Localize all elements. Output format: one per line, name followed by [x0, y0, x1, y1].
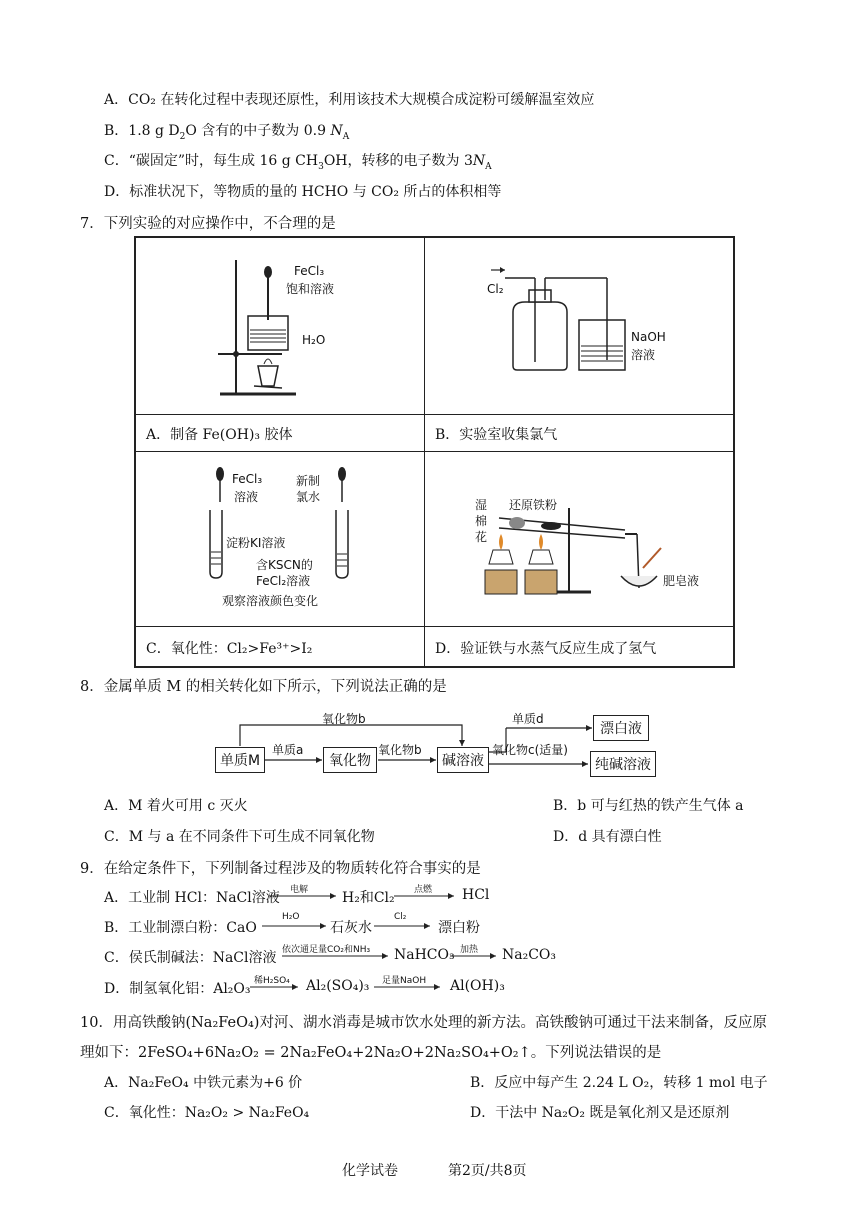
label-cl2: Cl₂	[487, 282, 504, 296]
q9-option-c: C．侯氏制碱法：NaCl溶液	[104, 950, 277, 966]
q10-stem-line1: 10．用高铁酸钠(Na₂FeO₄)对河、湖水消毒是城市饮水处理的新方法。高铁酸钠可通过干法来制备，反应原	[80, 1015, 767, 1031]
q8-title: 8．金属单质 M 的相关转化如下所示，下列说法正确的是	[80, 679, 447, 695]
q9-a-cond1: 电解	[290, 885, 309, 895]
q9-option-b: B．工业制漂白粉：CaO	[104, 920, 257, 936]
q9-d-cond1: 稀H₂SO₄	[254, 976, 290, 986]
label-kscn: 含KSCN的	[256, 558, 313, 572]
q6-c-mid: OH，转移的电子数为 3	[323, 153, 473, 169]
q8-box-alkali: 碱溶液	[437, 747, 489, 773]
label-naoh: NaOH	[631, 330, 666, 344]
q6-b-mid: O 含有的中子数为 0.9	[185, 123, 331, 139]
q6-c-na-sub: A	[485, 161, 492, 172]
q8-box-bleach: 漂白液	[593, 715, 649, 741]
q6-b-na: N	[330, 123, 343, 139]
q9-d-cond2: 足量NaOH	[382, 976, 427, 986]
label-fresh: 新制	[296, 474, 321, 488]
q8-box-metal-m: 单质M	[215, 747, 265, 773]
label-reduced-iron: 还原铁粉	[509, 498, 558, 512]
q8-arrow-label-c: 氧化物c(适量)	[492, 743, 568, 757]
q6-option-a: A．CO₂ 在转化过程中表现还原性，利用该技术大规模合成淀粉可缓解温室效应	[104, 92, 595, 108]
label-starch-ki: 淀粉KI溶液	[226, 536, 286, 550]
q9-b-cond1: H₂O	[282, 912, 300, 922]
label-flower: 花	[475, 530, 488, 544]
q7-title: 7．下列实验的对应操作中，不合理的是	[80, 216, 336, 232]
q6-b-na-sub: A	[342, 131, 350, 142]
q9-title: 9．在给定条件下，下列制备过程涉及的物质转化符合事实的是	[80, 861, 481, 877]
q8-option-a: A．M 着火可用 c 灭火	[104, 798, 248, 814]
q10-option-a: A．Na₂FeO₄ 中铁元素为+6 价	[104, 1075, 303, 1091]
q8-arrow-label-b-top: 氧化物b	[322, 712, 366, 726]
q9-a-cond2: 点燃	[414, 885, 433, 895]
q9-option-d: D．制氢氧化铝：Al₂O₃	[104, 981, 251, 997]
label-solution-c: 溶液	[234, 490, 259, 504]
label-fecl3: FeCl₃	[294, 264, 325, 278]
footer-page-number: 第2页/共8页	[448, 1163, 527, 1179]
q6-option-c: C．“碳固定”时，每生成 16 g $CH_3OH$，转移的电子数为 $3N_A$	[104, 153, 492, 172]
q6-c-na: N	[472, 153, 486, 169]
q8-arrow-label-b: 氧化物b	[378, 743, 422, 757]
q7-caption-d: D．验证铁与水蒸气反应生成了氢气	[435, 641, 657, 657]
q10-stem-line2: 理如下：2FeSO₄+6Na₂O₂ = 2Na₂FeO₄+2Na₂O+2Na₂SO₄+O₂↑。下列说法错误的是	[80, 1045, 662, 1061]
q8-box-oxide: 氧化物	[323, 747, 377, 773]
q6-option-b: B．1.8 g $D_2O$ 含有的中子数为 0.9 $N_A$	[104, 123, 350, 142]
q9-c-prod2: Na₂CO₃	[502, 947, 557, 963]
label-soap: 肥皂液	[663, 574, 700, 588]
q9-b-cond2: Cl₂	[394, 912, 407, 922]
q8-option-c: C．M 与 a 在不同条件下可生成不同氧化物	[104, 829, 375, 845]
label-saturated-solution: 饱和溶液	[286, 282, 335, 296]
label-chlorine-water: 氯水	[296, 490, 321, 504]
label-fecl3-c: FeCl₃	[232, 472, 263, 486]
q10-option-b: B．反应中每产生 2.24 L O₂，转移 1 mol 电子	[470, 1075, 768, 1091]
q10-option-c: C．氧化性：Na₂O₂ > Na₂FeO₄	[104, 1105, 310, 1121]
q9-a-prod1: H₂和Cl₂	[342, 890, 395, 906]
footer-subject: 化学试卷	[342, 1163, 398, 1179]
label-fecl2: FeCl₂溶液	[256, 574, 311, 588]
q7-caption-b: B．实验室收集氯气	[435, 427, 558, 443]
label-h2o: H₂O	[302, 333, 326, 347]
q6-option-d: D．标准状况下，等物质的量的 HCHO 与 CO₂ 所占的体积相等	[104, 184, 502, 200]
q8-box-soda: 纯碱溶液	[590, 751, 656, 777]
q7-caption-a: A．制备 Fe(OH)₃ 胶体	[146, 427, 293, 443]
q8-arrow-label-d: 单质d	[512, 712, 544, 726]
q9-b-prod1: 石灰水	[330, 920, 372, 936]
q6-c-pre: C．“碳固定”时，每生成 16 g CH	[104, 153, 319, 169]
q9-c-prod1: NaHCO₃	[394, 947, 455, 963]
q9-d-prod1: Al₂(SO₄)₃	[306, 978, 370, 994]
q9-c-cond2: 加热	[460, 945, 479, 955]
label-observe: 观察溶液颜色变化	[222, 594, 319, 608]
label-naoh-solution: 溶液	[631, 348, 656, 362]
label-cotton: 棉	[475, 514, 488, 528]
q8-option-b: B．b 可与红热的铁产生气体 a	[553, 798, 744, 814]
q9-b-prod2: 漂白粉	[438, 920, 480, 936]
q10-option-d: D．干法中 Na₂O₂ 既是氧化剂又是还原剂	[470, 1105, 730, 1121]
q9-a-prod2: HCl	[462, 887, 490, 903]
q9-d-prod2: Al(OH)₃	[450, 978, 505, 994]
q9-option-a: A．工业制 HCl：NaCl溶液	[104, 890, 280, 906]
q7-caption-c: C．氧化性：Cl₂>Fe³⁺>I₂	[146, 641, 313, 657]
q6-b-pre: B．1.8 g D	[104, 123, 180, 139]
q9-c-cond1: 依次通足量CO₂和NH₃	[282, 945, 371, 955]
q8-arrow-label-a: 单质a	[272, 743, 304, 757]
label-wet: 湿	[475, 498, 488, 512]
q8-option-d: D．d 具有漂白性	[553, 829, 662, 845]
